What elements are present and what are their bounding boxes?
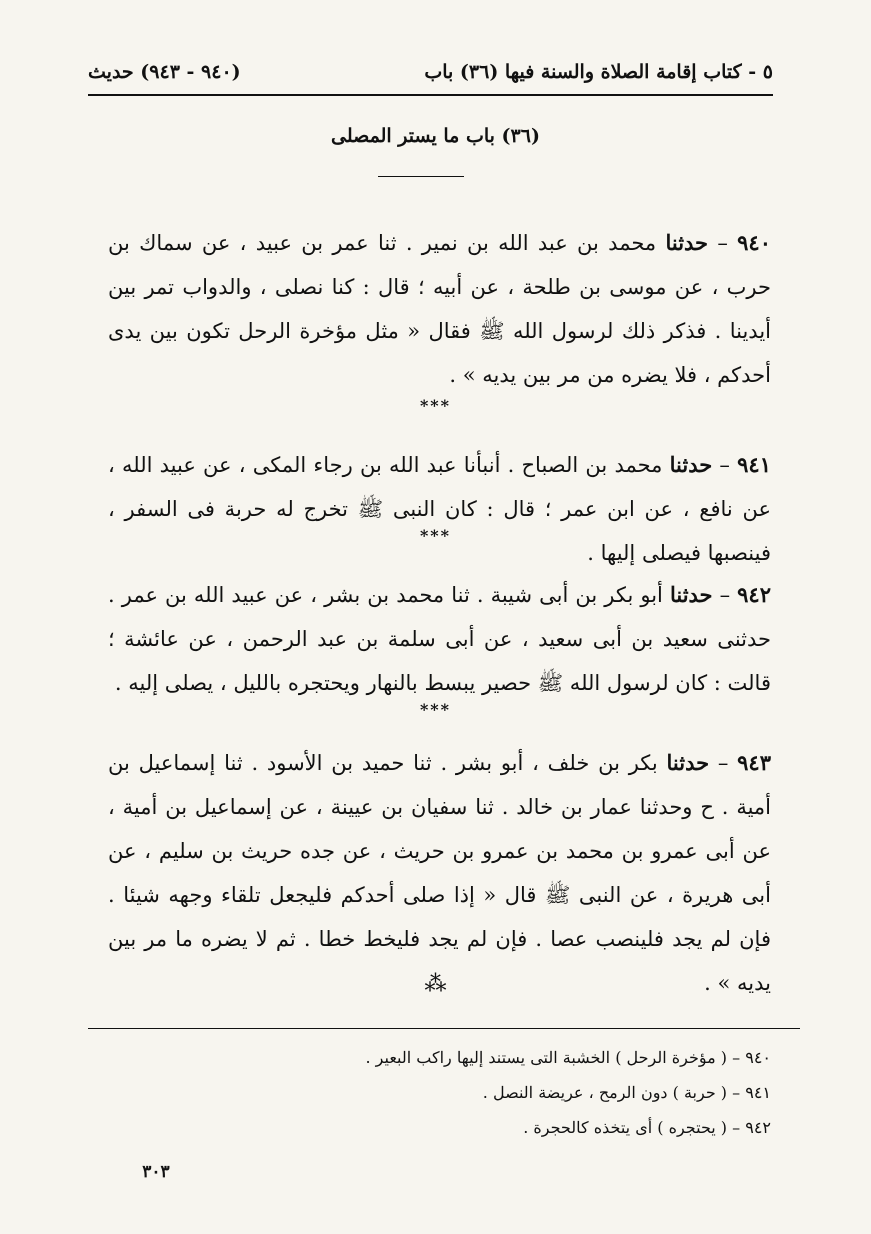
hadith-text: محمد بن الصباح . أنبأنا عبد الله بن رجاء المكى ، عن عبيد الله ، عن نافع ، عن ابن عمر ؛ قال : كان النبى ﷺ تخرج له حربة فى السفر ، فينصبها فيصلى إليها . xyxy=(108,453,771,565)
header-chapter-ref: ٥ - كتاب إقامة الصلاة والسنة فيها (٣٦) باب xyxy=(424,61,773,83)
hadith-text: بكر بن خلف ، أبو بشر . ثنا حميد بن الأسود . ثنا إسماعيل بن أمية . ح وحدثنا عمار بن خالد . ثنا سفيان بن عيينة ، عن إسماعيل بن أمية ، عن أبى عمرو بن محمد بن عمرو بن حريث ، عن جده حريث بن سليم ، عن أبى هريرة ، عن النبى ﷺ قال « إذا صلى أحدكم فليجعل تلقاء وجهه شيئا . فإن لم يجد فلينصب عصا . فإن لم يجد فليخط خطا . ثم لا يضره ما مر بين يديه » . xyxy=(108,751,771,995)
footnotes xyxy=(300,1040,771,1145)
chapter-underline xyxy=(378,176,464,177)
hadith-942: ٩٤٢ – حدثنا أبو بكر بن أبى شيبة . ثنا محمد بن بشر ، عن عبيد الله بن عمر . حدثنى سعيد بن أبى سعيد ، عن أبى سلمة بن عبد الرحمن ، عن عائشة ؛ قالت : كان لرسول الله ﷺ حصير يبسط بالنهار ويحتجره بالليل ، يصلى إليه . xyxy=(108,582,771,695)
section-separator: *** xyxy=(419,526,452,545)
footnote-number: ٩٤٢ xyxy=(745,1118,771,1137)
footnote-number: ٩٤٠ xyxy=(745,1048,771,1067)
hadith-text: أبو بكر بن أبى شيبة . ثنا محمد بن بشر ، عن عبيد الله بن عمر . حدثنى سعيد بن أبى سعيد ، عن أبى سلمة بن عبد الرحمن ، عن عائشة ؛ قالت : كان لرسول الله ﷺ حصير يبسط بالنهار ويحتجره بالليل ، يصلى إليه . xyxy=(108,583,771,695)
hadith-lead-word: حدثنا xyxy=(666,750,710,775)
chapter-title: (٣٦) باب ما يستر المصلى xyxy=(331,125,540,147)
end-ornament: ⁂ xyxy=(424,972,447,997)
hadith-number: ٩٤٣ xyxy=(737,750,771,775)
hadith-940: ٩٤٠ – حدثنا محمد بن عبد الله بن نمير . ثنا عمر بن عبيد ، عن سماك بن حرب ، عن موسى بن طلحة ، عن أبيه ؛ قال : كنا نصلى ، والدواب تمر بين أيدينا . فذكر ذلك لرسول الله ﷺ فقال « مثل مؤخرة الرحل تكون بين يدى أحدكم ، فلا يضره من مر بين يديه » . xyxy=(108,230,771,387)
hadith-number: ٩٤٠ xyxy=(737,230,771,255)
footnote-item: ٩٤٠ – ( مؤخرة الرحل ) الخشبة التى يستند إليها راكب البعير . xyxy=(365,1048,771,1067)
section-separator: *** xyxy=(419,700,452,719)
running-header xyxy=(88,52,773,92)
footnote-text: ( مؤخرة الرحل ) الخشبة التى يستند إليها راكب البعير . xyxy=(365,1048,728,1067)
footnote-number: ٩٤١ xyxy=(745,1083,771,1102)
section-separator: *** xyxy=(419,396,452,415)
hadith-number: ٩٤٢ xyxy=(737,582,771,607)
hadith-941: ٩٤١ – حدثنا محمد بن الصباح . أنبأنا عبد الله بن رجاء المكى ، عن عبيد الله ، عن نافع ، عن ابن عمر ؛ قال : كان النبى ﷺ تخرج له حربة فى السفر ، فينصبها فيصلى إليها . xyxy=(108,452,771,565)
page-number: ٣٠٣ xyxy=(142,1162,170,1182)
hadith-lead-word: حدثنا xyxy=(669,582,713,607)
hadith-943: ٩٤٣ – حدثنا بكر بن خلف ، أبو بشر . ثنا حميد بن الأسود . ثنا إسماعيل بن أمية . ح وحدثنا عمار بن خالد . ثنا سفيان بن عيينة ، عن إسماعيل بن أمية ، عن أبى عمرو بن محمد بن عمرو بن حريث ، عن جده حريث بن سليم ، عن أبى هريرة ، عن النبى ﷺ قال « إذا صلى أحدكم فليجعل تلقاء وجهه شيئا . فإن لم يجد فلينصب عصا . فإن لم يجد فليخط خطا . ثم لا يضره ما مر بين يديه » . xyxy=(108,750,771,995)
footnote-text: ( يحتجره ) أى يتخذه كالحجرة . xyxy=(523,1118,728,1137)
footnote-item: ٩٤١ – ( حربة ) دون الرمح ، عريضة النصل . xyxy=(482,1083,771,1102)
hadith-number: ٩٤١ xyxy=(737,452,771,477)
footnote-text: ( حربة ) دون الرمح ، عريضة النصل . xyxy=(482,1083,728,1102)
hadith-text: محمد بن عبد الله بن نمير . ثنا عمر بن عبيد ، عن سماك بن حرب ، عن موسى بن طلحة ، عن أبيه ؛ قال : كنا نصلى ، والدواب تمر بين أيدينا . فذكر ذلك لرسول الله ﷺ فقال « مثل مؤخرة الرحل تكون بين يدى أحدكم ، فلا يضره من مر بين يديه » . xyxy=(108,231,771,387)
hadith-lead-word: حدثنا xyxy=(665,230,709,255)
footnote-rule xyxy=(88,1028,800,1029)
header-hadith-range: (٩٤٠ - ٩٤٣) حديث xyxy=(88,61,241,83)
footnote-item: ٩٤٢ – ( يحتجره ) أى يتخذه كالحجرة . xyxy=(523,1118,771,1137)
header-rule xyxy=(88,94,773,96)
hadith-lead-word: حدثنا xyxy=(669,452,713,477)
